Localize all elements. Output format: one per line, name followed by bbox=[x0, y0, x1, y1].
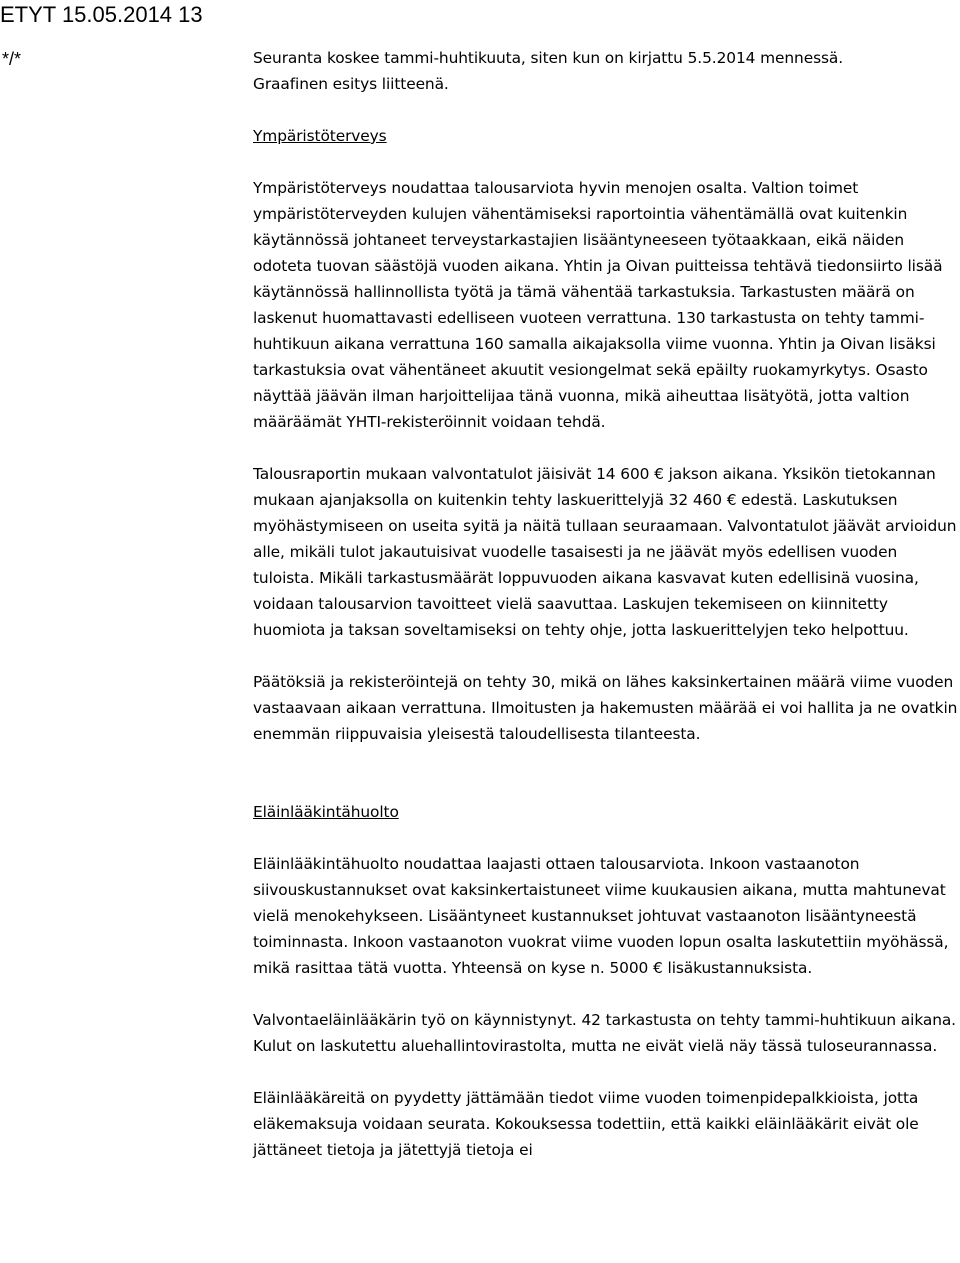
intro-line: Seuranta koskee tammi-huhtikuuta, siten kun on kirjattu 5.5.2014 mennessä. bbox=[253, 49, 844, 67]
paragraph: Eläinlääkäreitä on pyydetty jättämään tiedot viime vuoden toimenpidepalkkioista, jotta eläkemaksuja voidaan seurata. Kokouksessa todettiin, että kaikki eläinlääkärit eivät ole jättäneet tietoja ja jätettyjä tietoja ei bbox=[253, 1089, 919, 1159]
spacer bbox=[253, 97, 958, 123]
spacer bbox=[253, 1059, 958, 1085]
document-body bbox=[253, 45, 958, 1163]
spacer bbox=[253, 981, 958, 1007]
spacer bbox=[253, 643, 958, 669]
spacer bbox=[253, 435, 958, 461]
intro-line: Graafinen esitys liitteenä. bbox=[253, 75, 449, 93]
paragraph: Valvontaeläinlääkärin työ on käynnistynyt. 42 tarkastusta on tehty tammi-huhtikuun aikana. Kulut on laskutettu aluehallintovirastolta, mutta ne eivät vielä näy tässä tuloseurannassa. bbox=[253, 1011, 956, 1055]
paragraph: Päätöksiä ja rekisteröintejä on tehty 30, mikä on lähes kaksinkertainen määrä viime vuoden vastaavaan aikaan verrattuna. Ilmoitusten ja hakemusten määrää ei voi hallita ja ne ovatkin enemmän riippuvaisia yleisestä taloudellisesta tilanteesta. bbox=[253, 673, 958, 743]
paragraph: Eläinlääkintähuolto noudattaa laajasti ottaen talousarviota. Inkoon vastaanoton siivouskustannukset ovat kaksinkertaistuneet viime kuukausien aikana, mutta mahtunevat vielä menokehykseen. Lisääntyneet kustannukset johtuvat vastaanoton lisääntyneestä toiminnasta. Inkoon vastaanoton vuokrat viime vuoden lopun osalta laskutettiin myöhässä, mikä rasittaa tätä vuotta. Yhteensä on kyse n. 5000 € lisäkustannuksista. bbox=[253, 855, 949, 977]
paragraph: Ympäristöterveys noudattaa talousarviota hyvin menojen osalta. Valtion toimet ympäristöterveyden kulujen vähentämiseksi raportointia vähentämällä ovat kuitenkin käytännössä johtaneet terveystarkastajien lisääntyneeseen työtaakkaan, eikä näiden odoteta tuovan säästöjä vuoden aikana. Yhtin ja Oivan puitteissa tehtävä tiedonsiirto lisää käytännössä hallinnollista työtä ja tämä vähentää tarkastuksia. Tarkastusten määrä on laskenut huomattavasti edelliseen vuoteen verrattuna. 130 tarkastusta on tehty tammi-huhtikuun aikana verrattuna 160 samalla aikajaksolla viime vuonna. Yhtin ja Oivan lisäksi tarkastuksia ovat vähentäneet akuutit vesiongelmat sekä epäilty ruokamyrkytys. Osasto näyttää jäävän ilman harjoittelijaa tänä vuonna, mikä aiheuttaa lisätyötä, jotta valtion määräämät YHTI-rekisteröinnit voidaan tehdä. bbox=[253, 179, 943, 431]
section-marker: */* bbox=[2, 49, 22, 69]
section-heading-elainlaakintahuolto: Eläinlääkintähuolto bbox=[253, 803, 399, 821]
page-header: ETYT 15.05.2014 13 bbox=[0, 2, 203, 27]
spacer bbox=[253, 747, 958, 799]
section-heading-ymparistoterveys: Ympäristöterveys bbox=[253, 127, 387, 145]
spacer bbox=[253, 825, 958, 851]
paragraph: Talousraportin mukaan valvontatulot jäisivät 14 600 € jakson aikana. Yksikön tietokannan mukaan ajanjaksolla on kuitenkin tehty laskuerittelyjä 32 460 € edestä. Laskutuksen myöhästymiseen on useita syitä ja näitä tullaan seuraamaan. Valvontatulot jäävät arvioidun alle, mikäli tulot jakautuisivat vuodelle tasaisesti ja ne jäävät myös edellisen vuoden tuloista. Mikäli tarkastusmäärät loppuvuoden aikana kasvavat kuten edellisinä vuosina, voidaan talousarvion tavoitteet vielä saavuttaa. Laskujen tekemiseen on kiinnitetty huomiota ja taksan soveltamiseksi on tehty ohje, jotta laskuerittelyjen teko helpottuu. bbox=[253, 465, 957, 639]
spacer bbox=[253, 149, 958, 175]
